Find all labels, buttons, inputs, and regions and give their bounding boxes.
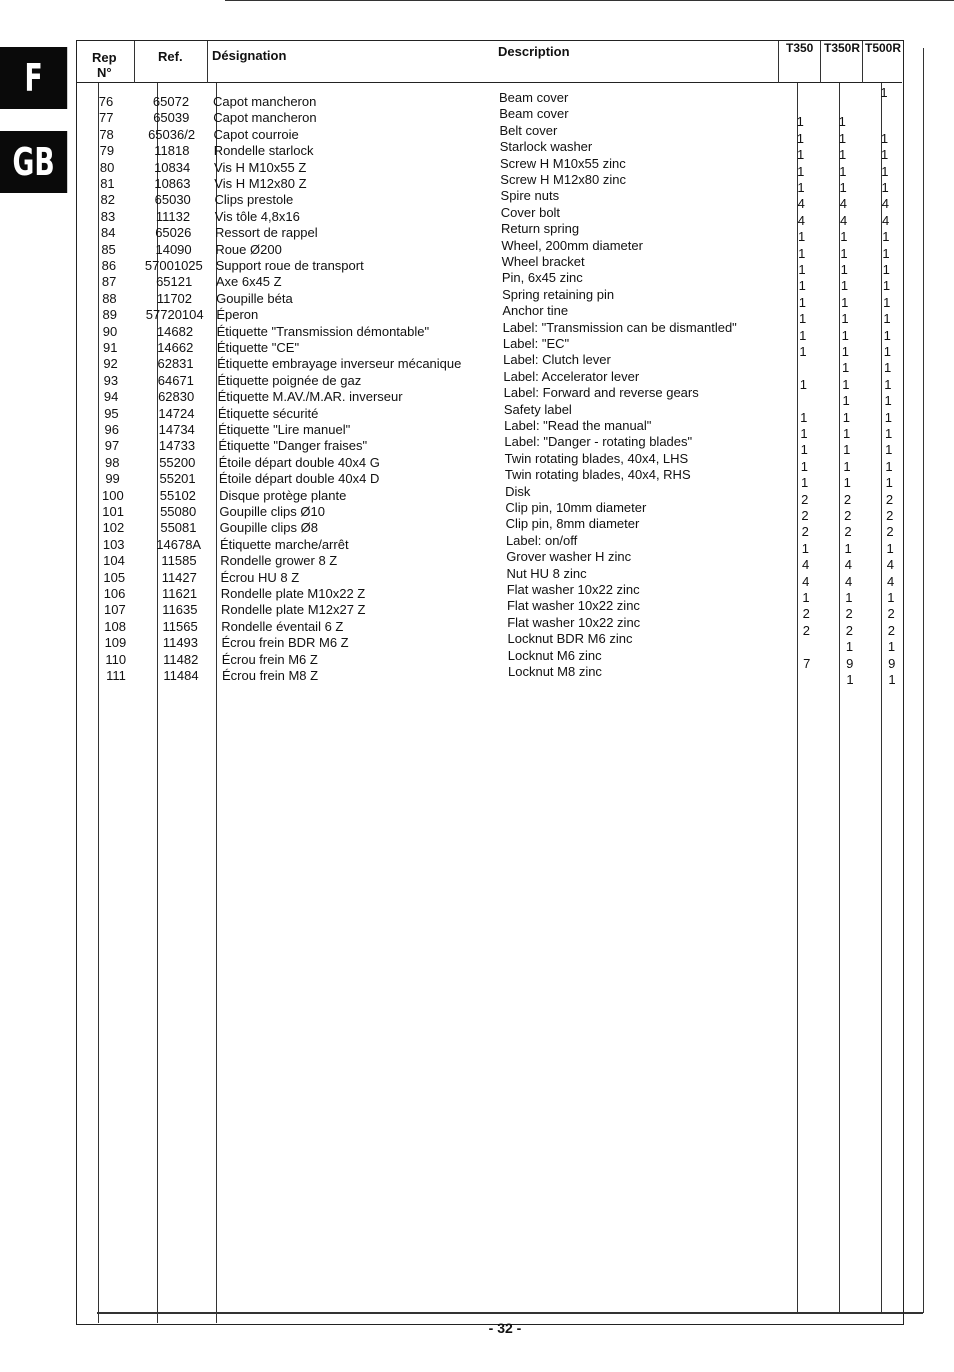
cell-qty-t350: 4 — [797, 196, 805, 212]
table-row — [0, 532, 954, 556]
cell-qty-t350: 1 — [797, 180, 805, 195]
cell-designation: Étiquette marche/arrêt — [219, 536, 349, 552]
cell-qty-t350: 1 — [798, 278, 806, 294]
cell-qty-t350r: 1 — [842, 360, 850, 376]
cell-description: Safety label — [503, 401, 572, 417]
cell-description: Anchor tine — [502, 303, 569, 319]
cell-rep: 77 — [99, 110, 114, 126]
cell-qty-t350: 1 — [798, 245, 806, 261]
cell-designation: Étiquette poignée de gaz — [217, 372, 362, 388]
cell-qty-t350r: 1 — [840, 245, 848, 261]
cell-qty-t350r: 1 — [841, 344, 850, 359]
cell-rep: 78 — [99, 126, 114, 142]
cell-qty-t500r: 1 — [885, 475, 893, 491]
table-row — [0, 368, 954, 392]
cell-rep: 110 — [105, 651, 127, 667]
cell-rep: 81 — [100, 176, 115, 191]
cell-qty-t350r: 1 — [842, 426, 851, 441]
cell-designation: Étoile départ double 40x4 G — [218, 454, 380, 470]
cell-qty-t500r: 1 — [884, 376, 892, 392]
cell-description: Flat washer 10x22 zinc — [506, 582, 640, 597]
cell-rep: 86 — [101, 258, 117, 273]
cell-rep: 88 — [102, 290, 117, 306]
header-description: Description — [498, 44, 570, 59]
cell-qty-t350: 1 — [800, 458, 808, 474]
cell-qty-t350r: 1 — [842, 376, 850, 392]
cell-designation: Étiquette "Transmission démontable" — [216, 323, 430, 339]
cell-description: Starlock washer — [499, 139, 593, 155]
cell-qty-t350: 1 — [800, 442, 808, 458]
cell-qty-t350r: 1 — [839, 163, 847, 179]
cell-qty-t350r: 1 — [838, 130, 847, 146]
cell-description: Wheel bracket — [501, 254, 585, 269]
cell-designation: Étiquette "Lire manuel" — [218, 422, 351, 437]
cell-rep: 89 — [102, 307, 117, 323]
table-row — [0, 122, 954, 146]
cell-ref: 57001025 — [144, 258, 203, 273]
cell-ref: 14682 — [156, 323, 194, 339]
cell-description: Label: "EC" — [502, 336, 570, 351]
cell-qty-t500r: 1 — [887, 590, 895, 605]
table-row — [0, 418, 954, 441]
cell-description: Clip pin, 8mm diameter — [505, 516, 640, 532]
cell-qty-t500r: 1 — [882, 245, 890, 261]
cell-ref: 64671 — [157, 372, 194, 388]
cell-designation: Goupille clips Ø8 — [219, 520, 318, 536]
cell-qty-t350r: 1 — [841, 311, 849, 327]
cell-designation: Rondelle grower 8 Z — [220, 553, 338, 569]
cell-qty-t500r: 9 — [888, 655, 896, 671]
cell-description: Label: on/off — [505, 532, 578, 548]
cell-ref: 65072 — [152, 94, 190, 109]
cell-ref: 10863 — [154, 176, 191, 191]
cell-designation: Éperon — [216, 307, 259, 323]
cell-description: Locknut BDR M6 zinc — [507, 631, 633, 647]
cell-qty-t350r: 1 — [843, 458, 851, 474]
cell-ref: 11427 — [161, 569, 197, 585]
cell-rep: 80 — [99, 159, 115, 175]
cell-qty-t350r: 1 — [840, 278, 849, 294]
cell-qty-t500r: 1 — [883, 344, 892, 359]
cell-designation: Capot mancheron — [213, 94, 317, 109]
cell-description: Label: Forward and reverse gears — [503, 385, 699, 401]
cell-ref: 55201 — [159, 471, 196, 487]
cell-description: Return spring — [501, 221, 580, 237]
cell-qty-t350r: 4 — [844, 557, 852, 573]
table-row — [0, 336, 954, 359]
cell-description: Label: "Danger - rotating blades" — [504, 434, 693, 450]
cell-ref: 14662 — [157, 340, 194, 355]
cell-qty-t500r: 1 — [880, 130, 889, 146]
table-row — [0, 664, 954, 687]
cell-description: Belt cover — [499, 122, 558, 138]
cell-qty-t350: 1 — [798, 262, 806, 277]
cell-qty-t350: 1 — [798, 294, 806, 310]
table-row — [0, 85, 954, 110]
table-row — [0, 647, 954, 671]
cell-rep: 82 — [100, 192, 115, 208]
cell-qty-t350: 2 — [801, 524, 809, 540]
cell-rep: 84 — [101, 225, 116, 241]
header-t350r: T350R — [824, 41, 861, 55]
cell-qty-t350r: 2 — [843, 491, 852, 507]
cell-qty-t350r: 1 — [845, 639, 854, 655]
cell-qty-t350: 2 — [802, 606, 810, 622]
lang-tab-french[interactable]: F — [0, 47, 67, 109]
cell-qty-t350r: 1 — [838, 114, 846, 130]
cell-rep: 87 — [101, 274, 117, 290]
cell-qty-t500r: 1 — [884, 393, 892, 409]
cell-ref: 11132 — [155, 208, 191, 224]
cell-ref: 11818 — [154, 143, 190, 159]
cell-ref: 55200 — [159, 454, 196, 470]
cell-ref: 11493 — [162, 635, 199, 651]
cell-ref: 14090 — [155, 241, 192, 257]
cell-description: Screw H M10x55 zinc — [500, 155, 626, 171]
cell-qty-t500r: 1 — [884, 409, 892, 425]
top-rule — [225, 0, 954, 1]
cell-rep: 98 — [105, 454, 120, 470]
cell-qty-t500r: 1 — [883, 327, 891, 343]
cell-ref: 11621 — [161, 586, 198, 601]
cell-qty-t500r: 4 — [887, 573, 895, 589]
table-row — [0, 237, 954, 261]
cell-description: Beam cover — [499, 106, 569, 122]
cell-rep: 90 — [102, 323, 118, 339]
cell-rep: 102 — [102, 520, 125, 536]
cell-designation: Étiquette M.AV./M.AR. inverseur — [217, 389, 403, 405]
cell-rep: 106 — [103, 586, 126, 601]
cell-qty-t350: 1 — [796, 130, 804, 146]
cell-qty-t500r: 4 — [886, 557, 894, 573]
cell-designation: Écrou frein M8 Z — [222, 668, 319, 683]
cell-rep: 103 — [102, 536, 125, 552]
cell-qty-t350r: 1 — [839, 147, 847, 163]
cell-description: Flat washer 10x22 zinc — [506, 598, 640, 614]
cell-rep: 96 — [104, 422, 119, 437]
cell-designation: Rondelle plate M10x22 Z — [220, 586, 366, 601]
cell-qty-t500r: 1 — [884, 426, 893, 441]
cell-qty-t350r: 2 — [844, 508, 852, 523]
cell-ref: 11565 — [162, 618, 198, 634]
cell-designation: Écrou frein BDR M6 Z — [221, 635, 349, 651]
cell-rep: 105 — [103, 569, 126, 585]
header-col-divider — [862, 41, 863, 83]
cell-rep: 107 — [103, 602, 126, 618]
cell-rep: 91 — [103, 340, 118, 355]
cell-qty-t350r: 2 — [844, 524, 852, 540]
cell-qty-t350r: 1 — [839, 180, 847, 195]
cell-ref: 65030 — [154, 192, 191, 208]
cell-rep: 93 — [103, 372, 119, 388]
cell-qty-t500r: 2 — [887, 622, 895, 638]
cell-rep: 97 — [104, 438, 120, 454]
cell-qty-t350: 1 — [801, 540, 809, 556]
cell-qty-t500r: 1 — [885, 442, 893, 458]
cell-ref: 11702 — [156, 290, 193, 306]
cell-description: Pin, 6x45 zinc — [501, 270, 583, 286]
cell-rep: 109 — [104, 635, 127, 651]
cell-description: Label: "Transmission can be dismantled" — [502, 319, 737, 335]
cell-qty-t350r: 1 — [842, 409, 850, 425]
header-rep: Rep — [92, 50, 117, 65]
cell-qty-t350: 1 — [796, 147, 805, 163]
page-number: - 32 - — [488, 1320, 522, 1336]
cell-ref: 11635 — [162, 602, 198, 618]
header-col-divider — [134, 41, 135, 83]
cell-qty-t350: 2 — [801, 508, 809, 523]
cell-qty-t500r: 1 — [881, 147, 889, 163]
header-t350: T350 — [786, 41, 814, 55]
cell-qty-t500r: 2 — [887, 606, 895, 622]
cell-qty-t350r: 4 — [839, 212, 848, 228]
cell-qty-t350r: 1 — [843, 475, 851, 491]
cell-qty-t350: 7 — [803, 655, 811, 671]
cell-qty-t350: 4 — [802, 573, 810, 589]
cell-qty-t500r: 1 — [882, 262, 890, 277]
cell-rep: 94 — [103, 389, 119, 405]
table-row — [0, 582, 954, 605]
cell-qty-t500r: 1 — [882, 278, 891, 294]
cell-ref: 62831 — [157, 356, 194, 372]
cell-qty-t350r: 1 — [841, 294, 849, 310]
cell-qty-t350: 1 — [800, 426, 808, 441]
table-row — [0, 401, 954, 425]
cell-ref: 55081 — [160, 520, 197, 536]
cell-description: Disk — [505, 483, 531, 499]
cell-ref: 11482 — [163, 651, 199, 667]
cell-ref: 55080 — [160, 504, 197, 519]
cell-qty-t350: 1 — [798, 311, 807, 327]
cell-qty-t500r: 4 — [881, 196, 889, 212]
cell-rep: 85 — [101, 241, 116, 257]
cell-rep: 79 — [99, 143, 115, 159]
cell-designation: Clips prestole — [214, 192, 294, 208]
cell-qty-t500r: 1 — [886, 540, 894, 556]
cell-qty-t350r: 1 — [843, 442, 851, 458]
header-designation: Désignation — [212, 48, 287, 63]
cell-qty-t350r: 1 — [844, 540, 852, 556]
cell-description: Clip pin, 10mm diameter — [505, 500, 647, 515]
cell-description: Spring retaining pin — [502, 286, 615, 302]
cell-qty-t500r: 1 — [883, 294, 891, 310]
cell-description: Locknut M6 zinc — [507, 647, 602, 663]
cell-ref: 10834 — [154, 159, 191, 175]
cell-description: Screw H M12x80 zinc — [500, 172, 626, 187]
cell-qty-t350: 1 — [799, 344, 807, 359]
cell-ref: 55102 — [159, 487, 196, 503]
cell-qty-t500r: 1 — [882, 229, 890, 245]
cell-qty-t350: 4 — [801, 557, 810, 573]
cell-qty-t500r: 2 — [886, 508, 894, 523]
cell-qty-t350r: 1 — [846, 672, 854, 687]
cell-rep: 104 — [103, 553, 125, 569]
cell-qty-t500r: 1 — [881, 163, 889, 179]
cell-description: Locknut M8 zinc — [508, 664, 602, 679]
cell-designation: Vis tôle 4,8x16 — [214, 208, 300, 224]
cell-ref: 65121 — [156, 274, 193, 290]
cell-description: Twin rotating blades, 40x4, RHS — [504, 467, 691, 483]
cell-qty-t500r: 2 — [885, 491, 894, 507]
cell-ref: 14724 — [158, 405, 195, 421]
cell-qty-t350r: 2 — [845, 606, 853, 622]
cell-rep: 108 — [104, 618, 126, 634]
cell-qty-t350: 1 — [802, 590, 810, 605]
cell-ref: 11585 — [161, 553, 197, 569]
cell-description: Wheel, 200mm diameter — [501, 237, 643, 253]
cell-designation: Capot mancheron — [213, 110, 317, 126]
cell-qty-t350r: 4 — [839, 196, 847, 212]
cell-description: Beam cover — [499, 90, 569, 105]
cell-qty-t350r: 1 — [841, 327, 849, 343]
cell-rep: 99 — [105, 471, 120, 487]
table-row — [0, 500, 954, 523]
cell-qty-t500r: 1 — [888, 672, 896, 687]
cell-ref: 62830 — [158, 389, 195, 405]
table-row — [0, 614, 954, 638]
cell-rep: 100 — [101, 487, 124, 503]
cell-designation: Écrou HU 8 Z — [220, 569, 300, 585]
cell-designation: Écrou frein M6 Z — [221, 651, 318, 667]
cell-designation: Goupille clips Ø10 — [219, 504, 325, 519]
cell-qty-t350: 1 — [797, 163, 805, 179]
cell-description: Label: Accelerator lever — [503, 368, 640, 384]
cell-designation: Étiquette sécurité — [217, 405, 319, 421]
cell-qty-t350r: 1 — [840, 229, 848, 245]
cell-qty-t350: 1 — [799, 376, 807, 392]
cell-ref: 14733 — [158, 438, 196, 454]
cell-designation: Goupille béta — [216, 290, 293, 306]
cell-designation: Axe 6x45 Z — [215, 274, 282, 290]
cell-rep: 111 — [106, 668, 126, 683]
table-row — [0, 172, 954, 195]
table-row — [0, 565, 954, 589]
table-row — [0, 286, 954, 310]
cell-qty-t500r: 1 — [881, 180, 889, 195]
table-row — [0, 598, 954, 622]
cell-qty-t350r: 1 — [845, 590, 853, 605]
cell-qty-t500r: 1 — [887, 639, 896, 655]
cell-designation: Étiquette "Danger fraises" — [218, 438, 368, 454]
cell-qty-t350: 2 — [802, 622, 810, 638]
cell-qty-t500r: 1 — [880, 85, 888, 100]
cell-designation: Étiquette embrayage inverseur mécanique — [217, 356, 462, 372]
cell-designation: Support roue de transport — [215, 258, 364, 273]
table-row — [0, 450, 954, 474]
cell-qty-t350: 4 — [797, 212, 805, 228]
cell-ref: 14678A — [156, 536, 202, 552]
cell-description: Cover bolt — [500, 204, 561, 220]
cell-qty-t350: 1 — [799, 327, 807, 343]
table-row — [0, 254, 954, 277]
cell-designation: Roue Ø200 — [215, 241, 282, 257]
cell-description: Twin rotating blades, 40x4, LHS — [504, 450, 689, 466]
cell-qty-t350r: 4 — [845, 573, 853, 589]
cell-qty-t500r: 4 — [881, 212, 890, 228]
cell-qty-t350: 2 — [801, 491, 809, 507]
cell-qty-t350: 1 — [796, 114, 804, 130]
cell-description: Label: Clutch lever — [503, 352, 611, 368]
cell-designation: Vis H M10x55 Z — [214, 159, 307, 175]
cell-qty-t350r: 1 — [842, 393, 850, 409]
table-row — [0, 483, 954, 507]
cell-designation: Étoile départ double 40x4 D — [218, 471, 380, 487]
cell-description: Nut HU 8 zinc — [506, 565, 587, 581]
header-col-divider — [207, 41, 208, 83]
cell-rep: 83 — [100, 208, 116, 224]
cell-designation: Rondelle éventail 6 Z — [221, 618, 344, 634]
cell-qty-t350r: 1 — [840, 262, 848, 277]
cell-designation: Ressort de rappel — [215, 225, 318, 241]
cell-qty-t500r: 1 — [883, 311, 891, 327]
cell-ref: 65026 — [155, 225, 192, 241]
cell-rep: 92 — [103, 356, 118, 372]
cell-description: Label: "Read the manual" — [504, 418, 652, 433]
cell-qty-t350: 1 — [800, 475, 809, 491]
cell-qty-t350: 1 — [800, 409, 808, 425]
table-row — [0, 319, 954, 343]
cell-description: Flat washer 10x22 zinc — [507, 614, 641, 630]
header-col-divider — [778, 41, 779, 83]
cell-qty-t350r: 2 — [845, 622, 853, 638]
cell-ref: 65039 — [153, 110, 190, 126]
cell-ref: 11484 — [163, 668, 199, 683]
cell-ref: 14734 — [158, 422, 195, 437]
cell-qty-t500r: 2 — [886, 524, 894, 540]
cell-description: Grover washer H zinc — [506, 549, 632, 565]
cell-rep: 76 — [98, 94, 114, 109]
cell-designation: Disque protège plante — [219, 487, 347, 503]
cell-designation: Rondelle plate M12x27 Z — [220, 602, 366, 618]
table-row — [0, 204, 954, 228]
cell-designation: Vis H M12x80 Z — [214, 176, 307, 191]
header-rep-no: N° — [97, 65, 112, 80]
cell-description: Spire nuts — [500, 188, 560, 204]
cell-qty-t350: 1 — [797, 229, 806, 245]
cell-designation: Capot courroie — [213, 126, 299, 142]
header-ref: Ref. — [158, 49, 183, 64]
cell-rep: 101 — [102, 504, 124, 519]
cell-ref: 57720104 — [145, 307, 204, 323]
header-col-divider — [820, 41, 821, 83]
header-t500r: T500R — [865, 41, 902, 55]
cell-designation: Rondelle starlock — [213, 143, 314, 159]
lang-tab-english[interactable]: GB — [0, 131, 67, 193]
cell-qty-t500r: 1 — [884, 360, 892, 376]
cell-rep: 95 — [104, 405, 119, 421]
cell-designation: Étiquette "CE" — [216, 340, 300, 355]
cell-qty-t500r: 1 — [885, 458, 893, 474]
cell-qty-t350r: 9 — [846, 655, 854, 671]
cell-ref: 65036/2 — [148, 126, 196, 142]
